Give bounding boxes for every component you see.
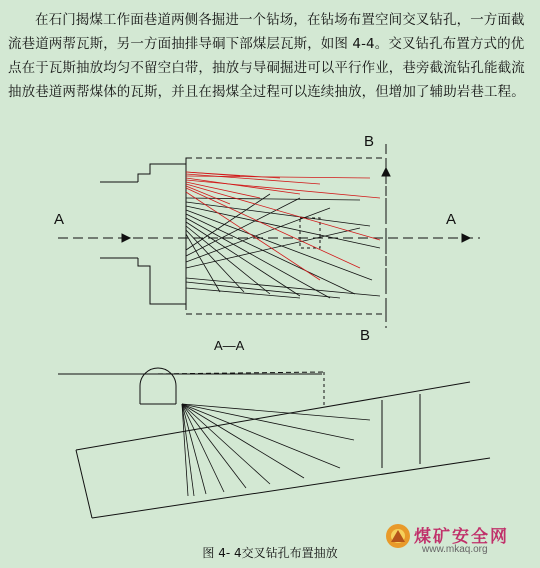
plan-view [58,144,480,328]
section-view [58,368,490,518]
watermark-title: 煤矿安全网 [414,527,509,547]
label-a-left: A [54,211,65,228]
label-b-bottom: B [360,327,371,344]
section-boreholes [182,404,370,496]
site-watermark [382,520,532,562]
label-a-right: A [446,211,457,228]
site-logo-icon [384,522,412,550]
figure-caption: 图 4- 4交叉钻孔布置抽放 [202,546,338,560]
plan-arrows [122,168,470,242]
cross-borehole-figure [0,128,540,548]
plan-black-boreholes [186,194,380,298]
body-paragraph: 在石门揭煤工作面巷道两侧各掘进一个钻场，在钻场布置空间交叉钻孔，一方面截流巷道两帮瓦斯，另一方面抽排导硐下部煤层瓦斯，如图 4-4。交叉钻孔布置方式的优点在于瓦斯抽放均匀不留空白带，抽放与导硐掘进可以平行作业，巷旁截流钻孔能截流抽放巷道两帮煤体的瓦斯，并且在揭煤全过程可以连续抽放，但增加了辅助岩巷工程。 [8,12,525,100]
section-label: A—A [214,338,245,353]
watermark-url: www.mkaq.org [422,544,488,555]
label-b-top: B [364,133,375,150]
